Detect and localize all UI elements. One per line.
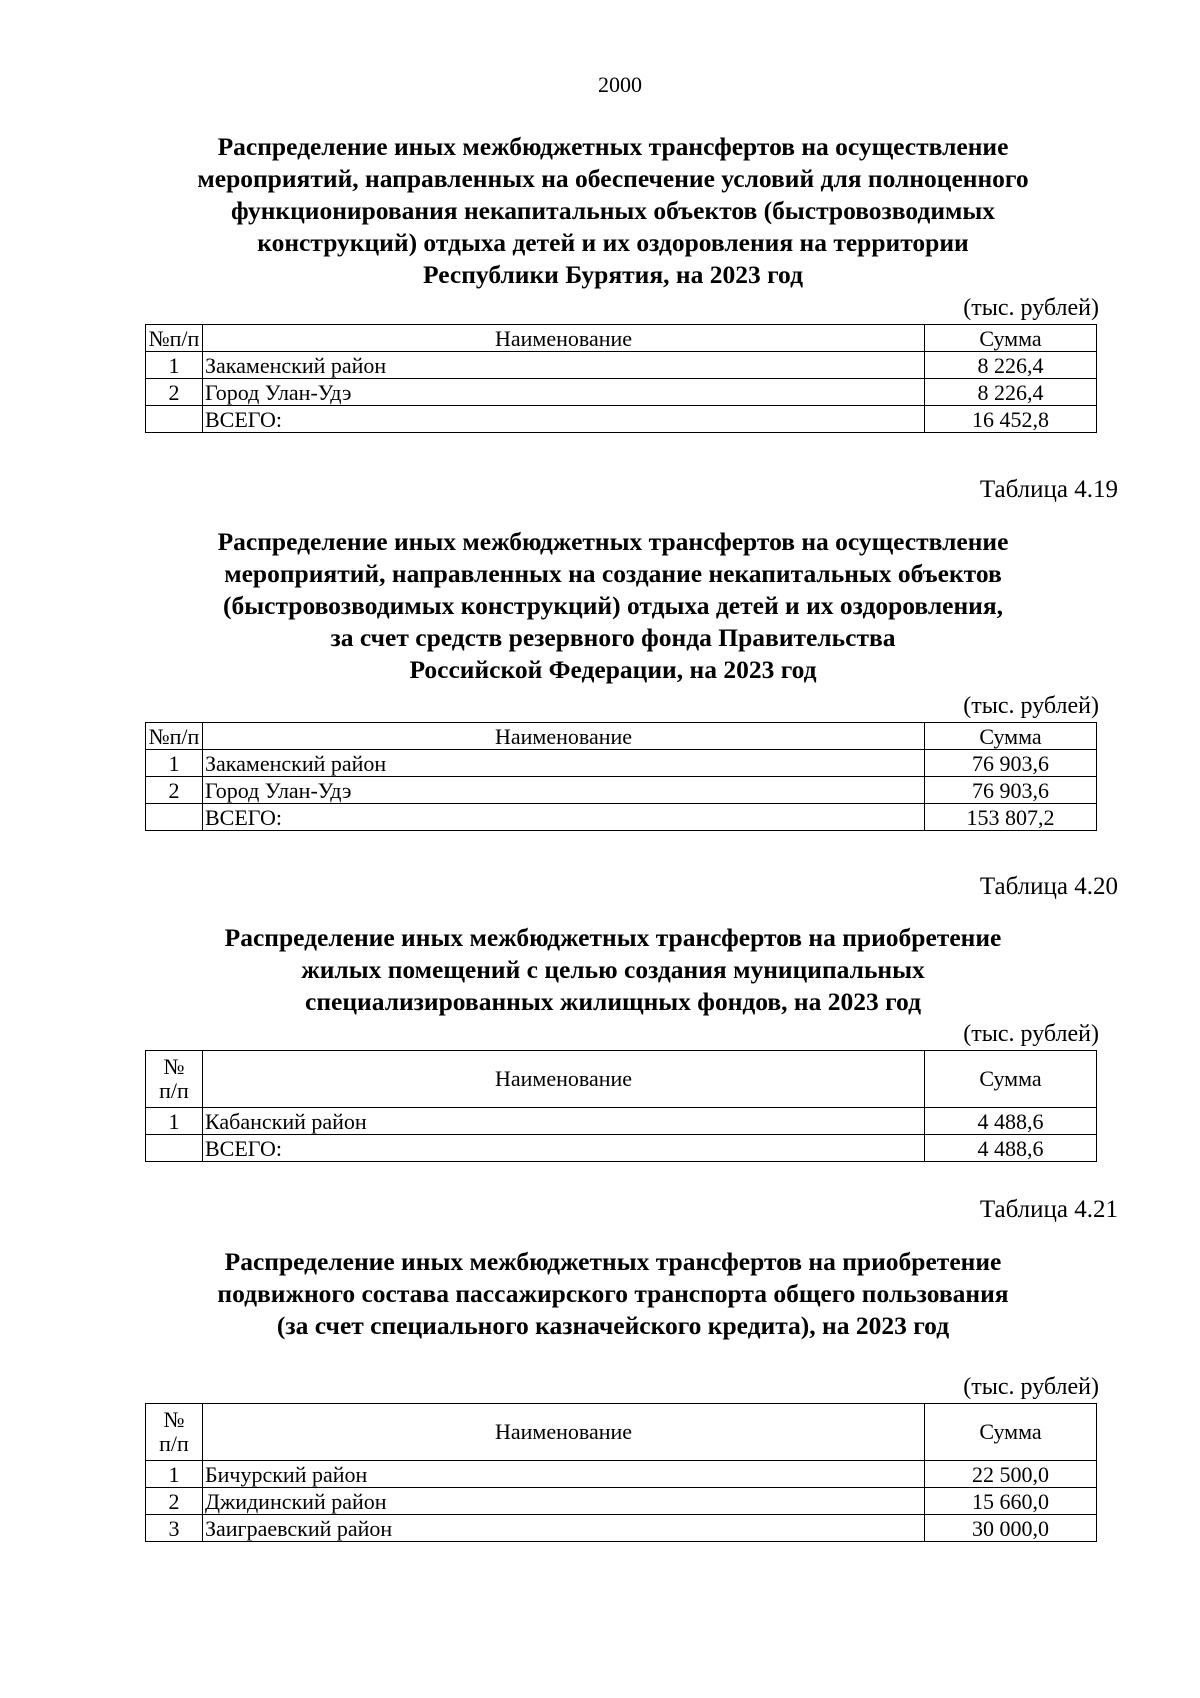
row-name: Кабанский район: [203, 1108, 925, 1135]
row-num: 2: [146, 379, 203, 406]
column-header-num: [146, 1051, 203, 1108]
column-header-num-line: п/п: [159, 1078, 189, 1103]
row-sum: 4 488,6: [925, 1108, 1097, 1135]
table-row: [146, 379, 1097, 406]
table-row: [146, 1488, 1097, 1515]
row-name: Бичурский район: [203, 1461, 925, 1488]
row-num: 2: [146, 777, 203, 804]
column-header-num-line: п/п: [159, 1431, 189, 1456]
row-num: 2: [146, 1488, 203, 1515]
row-name: Закаменский район: [203, 750, 925, 777]
row-num: 1: [146, 1461, 203, 1488]
column-header-num-line: №: [163, 1054, 185, 1079]
title-line: за счет средств резервного фонда Правительства: [330, 623, 896, 652]
row-name: Заиграевский район: [203, 1515, 925, 1542]
title-line: специализированных жилищных фондов, на 2023 год: [305, 987, 921, 1016]
column-header-num: №п/п: [146, 325, 203, 352]
title-line: мероприятий, направленных на создание некапитальных объектов: [224, 559, 1002, 588]
row-name: Город Улан-Удэ: [203, 777, 925, 804]
table-row: [146, 777, 1097, 804]
row-name: ВСЕГО:: [203, 804, 925, 831]
column-header-num-line: №: [163, 1407, 185, 1432]
row-num: 1: [146, 1108, 203, 1135]
units-label: (тыс. рублей): [963, 1374, 1099, 1400]
units-label: (тыс. рублей): [963, 295, 1099, 321]
units-label: (тыс. рублей): [963, 1021, 1099, 1047]
column-header-sum: Сумма: [925, 723, 1097, 750]
page-number: 2000: [598, 72, 642, 97]
table-row: [146, 1108, 1097, 1135]
section-3-table: [145, 1050, 1097, 1162]
section-3-title: [148, 922, 1078, 1018]
section-1-title: [148, 131, 1078, 291]
title-line: Республики Бурятия, на 2023 год: [423, 260, 803, 289]
row-name: Город Улан-Удэ: [203, 379, 925, 406]
title-line: Распределение иных межбюджетных трансфертов на приобретение: [224, 923, 1002, 952]
row-sum: 15 660,0: [925, 1488, 1097, 1515]
title-line: (за счет специального казначейского кредита), на 2023 год: [276, 1311, 950, 1340]
column-header-sum: Сумма: [925, 1051, 1097, 1108]
row-sum: 76 903,6: [925, 777, 1097, 804]
row-name: ВСЕГО:: [203, 406, 925, 433]
table-header-row: [146, 325, 1097, 352]
table-row: [146, 1461, 1097, 1488]
section-1-table: [145, 324, 1097, 433]
column-header-name: Наименование: [203, 1051, 925, 1108]
table-row: [146, 750, 1097, 777]
table-total-row: [146, 1135, 1097, 1162]
row-sum: 8 226,4: [925, 379, 1097, 406]
row-name: Джидинский район: [203, 1488, 925, 1515]
row-num: [146, 804, 203, 831]
column-header-name: Наименование: [203, 723, 925, 750]
column-header-name: Наименование: [203, 325, 925, 352]
row-sum: 76 903,6: [925, 750, 1097, 777]
row-num: 3: [146, 1515, 203, 1542]
column-header-sum: Сумма: [925, 325, 1097, 352]
title-line: конструкций) отдыха детей и их оздоровления на территории: [257, 228, 969, 257]
table-caption: Таблица 4.20: [979, 873, 1118, 900]
row-sum: 4 488,6: [925, 1135, 1097, 1162]
row-sum: 8 226,4: [925, 352, 1097, 379]
column-header-num: №п/п: [146, 723, 203, 750]
table-header-row: [146, 1404, 1097, 1461]
table-row: [146, 352, 1097, 379]
row-sum: 16 452,8: [925, 406, 1097, 433]
column-header-sum: Сумма: [925, 1404, 1097, 1461]
row-name: ВСЕГО:: [203, 1135, 925, 1162]
title-line: Распределение иных межбюджетных трансфертов на осуществление: [217, 132, 1009, 161]
title-line: (быстровозводимых конструкций) отдыха детей и их оздоровления,: [222, 591, 1004, 620]
row-sum: 153 807,2: [925, 804, 1097, 831]
table-header-row: [146, 723, 1097, 750]
section-4-table: [145, 1403, 1097, 1542]
section-4-title: [148, 1246, 1078, 1342]
title-line: жилых помещений с целью создания муниципальных: [301, 955, 925, 984]
section-2-table: [145, 722, 1097, 831]
row-num: 1: [146, 750, 203, 777]
title-line: функционирования некапитальных объектов (быстровозводимых: [230, 196, 996, 225]
row-num: 1: [146, 352, 203, 379]
section-2-title: [148, 526, 1078, 686]
table-header-row: [146, 1051, 1097, 1108]
column-header-name: Наименование: [203, 1404, 925, 1461]
table-caption: Таблица 4.21: [979, 1196, 1118, 1223]
row-num: [146, 1135, 203, 1162]
title-line: Распределение иных межбюджетных трансфертов на приобретение: [224, 1247, 1002, 1276]
table-total-row: [146, 406, 1097, 433]
title-line: мероприятий, направленных на обеспечение условий для полноценного: [197, 164, 1029, 193]
title-line: Российской Федерации, на 2023 год: [409, 655, 817, 684]
table-row: [146, 1515, 1097, 1542]
table-caption: Таблица 4.19: [979, 476, 1118, 503]
title-line: подвижного состава пассажирского транспорта общего пользования: [217, 1279, 1009, 1308]
table-total-row: [146, 804, 1097, 831]
title-line: Распределение иных межбюджетных трансфертов на осуществление: [217, 527, 1009, 556]
row-num: [146, 406, 203, 433]
column-header-num: [146, 1404, 203, 1461]
row-sum: 22 500,0: [925, 1461, 1097, 1488]
row-sum: 30 000,0: [925, 1515, 1097, 1542]
row-name: Закаменский район: [203, 352, 925, 379]
units-label: (тыс. рублей): [963, 693, 1099, 719]
